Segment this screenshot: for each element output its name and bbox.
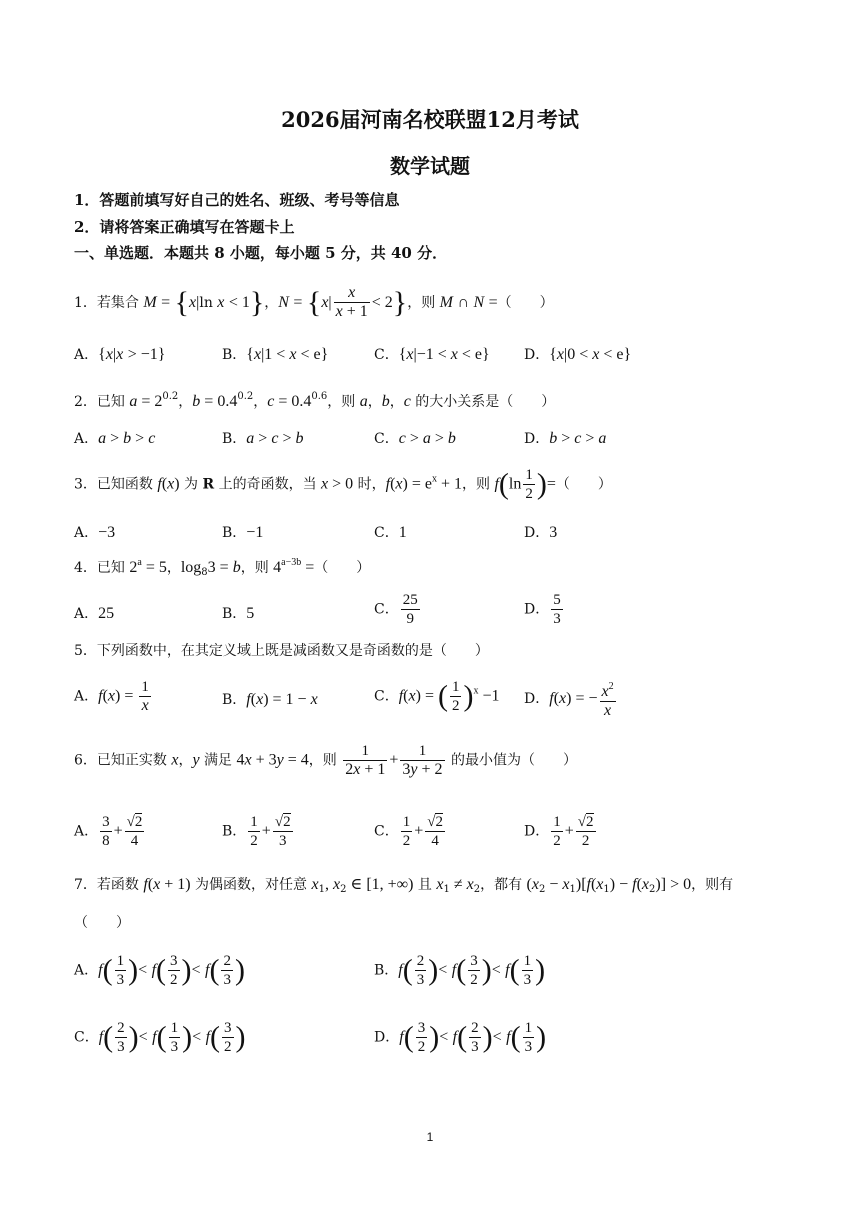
- q7-option-b: B．f( $\frac{2}{3}$ )< f( $\frac{3}{2}$ )< f( $\frac{1}{3}$ ): [374, 953, 546, 988]
- q3-option-a: A．−3: [74, 524, 116, 541]
- question-1: [74, 284, 554, 321]
- question-6: 6．已知正实数 x，y 满足 4x + 3y = 4，则 $\frac{1}{2x + 1}$ + $\frac{1}{3y + 2}$ 的最小值为（ ）: [74, 743, 577, 778]
- instruction-2: 2．请将答案正确填写在答题卡上: [74, 218, 295, 236]
- instruction-1: 1．答题前填写好自己的姓名、班级、考号等信息: [74, 191, 400, 209]
- q3-option-b: B．−1: [222, 524, 264, 541]
- q6-option-d: D． $\frac{1}{2}$ + $\frac{√2}{2}$: [524, 814, 594, 849]
- q7-option-a: A．f( $\frac{1}{3}$ )< f( $\frac{3}{2}$ )< f( $\frac{2}{3}$ ): [74, 953, 245, 988]
- section-heading: 一、单选题．本题共 8 小题，每小题 5 分，共 40 分．: [74, 244, 448, 262]
- q1-option-d: D．{x|0 < x < e}: [524, 346, 632, 363]
- q2-option-d: D．b > c > a: [524, 430, 607, 447]
- q7-option-c: C．f( $\frac{2}{3}$ )< f( $\frac{1}{3}$ )< f( $\frac{3}{2}$ ): [74, 1020, 246, 1055]
- q2-option-b: B．a > c > b: [222, 430, 304, 447]
- q4-option-a: A．25: [74, 605, 115, 622]
- q6-option-c: C． $\frac{1}{2}$ + $\frac{√2}{4}$: [374, 814, 443, 849]
- q2-option-a: A．a > b > c: [74, 430, 156, 447]
- question-4: 4．已知 $2^a = 5$，$\log_83 = b$，则 $4^{a-3b}$ =（ ）: [74, 557, 371, 578]
- q5-option-b: B．f(x) = 1 − x: [222, 691, 318, 708]
- q5-option-c: C．f(x) = ( $\frac{1}{2}$ )$^x$ −1: [374, 679, 500, 714]
- q5-option-d: D．f(x) = − $\frac{x^2}{x}$: [524, 678, 618, 720]
- question-7-paren: （ ）: [74, 915, 130, 931]
- question-3: 3．已知函数 f(x) 为 R 上的奇函数，当 x > 0 时，$f(x) = e^x + 1$，则 f(ln $\frac{1}{2}$ )=（ ）: [74, 467, 612, 502]
- q3-option-d: D．3: [524, 524, 558, 541]
- q6-option-b: B． $\frac{1}{2}$ + $\frac{√2}{3}$: [222, 814, 291, 849]
- q2-option-c: C．c > a > b: [374, 430, 456, 447]
- q1-option-b: B．{x|1 < x < e}: [222, 346, 329, 363]
- q7-option-d: D．f( $\frac{3}{2}$ )< f( $\frac{2}{3}$ )< f( $\frac{1}{3}$ ): [374, 1020, 547, 1055]
- question-5: 5．下列函数中，在其定义域上既是减函数又是奇函数的是（ ）: [74, 643, 489, 659]
- question-7: 7．若函数 f(x + 1) 为偶函数，对任意 $x_1$, $x_2$ ∈ [1, +∞) 且 $x_1 \ne x_2$，都有 $(x_2 - x_1)[f(x_1) - f(x_2)] > 0$，则有: [74, 876, 734, 895]
- q4-option-d: D． $\frac{5}{3}$: [524, 592, 561, 627]
- q1-option-c: C．{x|−1 < x < e}: [374, 346, 490, 363]
- exam-title: 2026届河南名校联盟12月考试: [281, 107, 579, 132]
- exam-subtitle: 数学试题: [390, 154, 470, 178]
- q6-option-a: A． $\frac{3}{8}$ + $\frac{√2}{4}$: [74, 814, 143, 849]
- question-1-text: 1．若集合 M = {x|ln x < 1}，N = {x| $\frac{x}{x + 1}$ < 2}，则 M ∩ N =（ ）: [74, 284, 554, 320]
- q3-option-c: C．1: [374, 524, 407, 541]
- q4-option-c: C． $\frac{25}{9}$: [374, 592, 418, 627]
- question-2: 2．已知 $a = 2^{0.2}$，$b = 0.4^{0.2}$，$c = 0.4^{0.6}$，则 a，b，c 的大小关系是（ ）: [74, 391, 556, 410]
- page-number: 1: [426, 1130, 434, 1144]
- q1-option-a: A．{x|x > −1}: [74, 346, 166, 363]
- q5-option-a: A．f(x) = $\frac{1}{x}$: [74, 679, 149, 714]
- q4-option-b: B．5: [222, 605, 255, 622]
